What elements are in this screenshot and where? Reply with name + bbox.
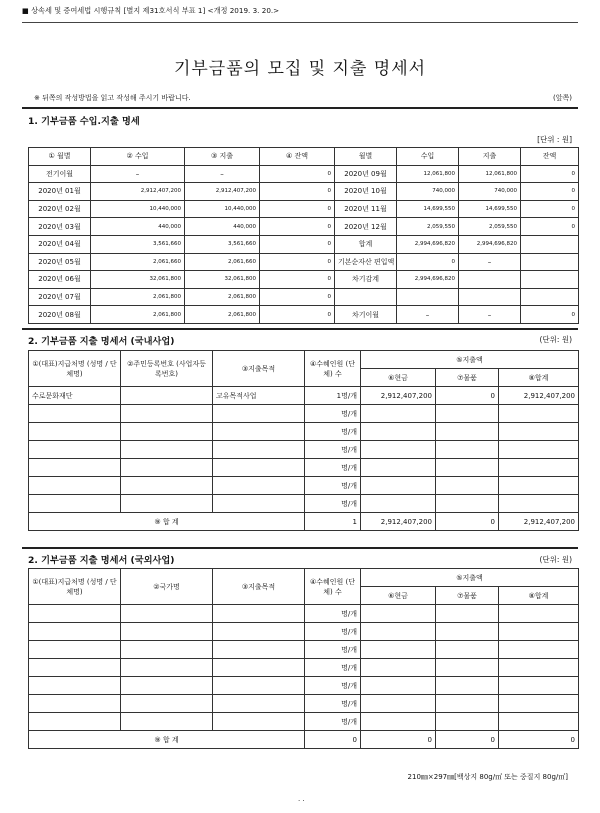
cell-goods bbox=[436, 441, 499, 459]
cell-goods bbox=[436, 695, 499, 713]
table-row bbox=[29, 713, 579, 731]
cell-cash bbox=[361, 477, 436, 495]
cell-cash bbox=[361, 623, 436, 641]
cell-total: 2,912,407,200 bbox=[499, 387, 579, 405]
cell-income: 440,000 bbox=[91, 218, 185, 236]
cell-purpose bbox=[213, 495, 305, 513]
cell-recipient bbox=[29, 441, 121, 459]
total-beneficiaries: 0 bbox=[305, 731, 361, 749]
table-row bbox=[29, 271, 579, 289]
cell-beneficiaries: 명/개 bbox=[305, 605, 361, 623]
col-purpose: ③지출목적 bbox=[213, 351, 305, 387]
cell-total bbox=[499, 605, 579, 623]
cell-recipient bbox=[29, 713, 121, 731]
cell-recipient bbox=[29, 459, 121, 477]
cell-expense: 10,440,000 bbox=[185, 200, 260, 218]
cell-id bbox=[121, 677, 213, 695]
col-cash: ⑥현금 bbox=[361, 587, 436, 605]
cell-balance-2 bbox=[521, 253, 579, 271]
table-row bbox=[29, 423, 579, 441]
cell-expense: 32,061,800 bbox=[185, 271, 260, 289]
total-sum: 2,912,407,200 bbox=[499, 513, 579, 531]
col-expense-2: 지출 bbox=[459, 148, 521, 166]
col-country: ②국가명 bbox=[121, 569, 213, 605]
cell-income-2: 2,059,550 bbox=[397, 218, 459, 236]
paper-spec: 210㎜×297㎜[백상지 80g/㎡ 또는 중질지 80g/㎡] bbox=[407, 773, 568, 781]
cell-beneficiaries: 명/개 bbox=[305, 495, 361, 513]
page-title: 기부금품의 모집 및 지출 명세서 bbox=[173, 59, 427, 79]
legal-reference: ■ 상속세 및 증여세법 시행규칙 [별지 제31호서식 부표 1] <개정 2019. 3. 20.> bbox=[22, 6, 280, 15]
cell-total bbox=[499, 495, 579, 513]
instruction-note: ※ 뒤쪽의 작성방법을 읽고 작성해 주시기 바랍니다. bbox=[34, 94, 191, 102]
cell-purpose bbox=[213, 441, 305, 459]
section2-heading: 2. 기부금품 지출 명세서 (국내사업) bbox=[28, 336, 175, 347]
cell-balance-2 bbox=[521, 271, 579, 289]
cell-beneficiaries: 명/개 bbox=[305, 477, 361, 495]
cell-recipient bbox=[29, 405, 121, 423]
total-row bbox=[29, 513, 579, 531]
cell-goods bbox=[436, 659, 499, 677]
cell-goods bbox=[436, 713, 499, 731]
cell-income: 32,061,800 bbox=[91, 271, 185, 289]
cell-balance: 0 bbox=[260, 165, 335, 183]
cell-month-2: 2020년 11월 bbox=[335, 200, 397, 218]
cell-month: 2020년 08월 bbox=[29, 306, 91, 324]
total-beneficiaries: 1 bbox=[305, 513, 361, 531]
cell-month: 전기이월 bbox=[29, 165, 91, 183]
table-row bbox=[29, 459, 579, 477]
cell-beneficiaries: 명/개 bbox=[305, 423, 361, 441]
cell-cash bbox=[361, 677, 436, 695]
cell-income-2: 740,000 bbox=[397, 183, 459, 201]
income-expense-body bbox=[29, 165, 579, 323]
cell-id bbox=[121, 695, 213, 713]
cell-total bbox=[499, 405, 579, 423]
cell-expense: 2,061,800 bbox=[185, 306, 260, 324]
cell-cash bbox=[361, 423, 436, 441]
cell-beneficiaries: 1명/개 bbox=[305, 387, 361, 405]
cell-month-2: 2020년 09월 bbox=[335, 165, 397, 183]
cell-income-2: 0 bbox=[397, 253, 459, 271]
table-header-row bbox=[29, 351, 579, 369]
cell-expense-2: 2,059,550 bbox=[459, 218, 521, 236]
cell-id bbox=[121, 477, 213, 495]
cell-total bbox=[499, 423, 579, 441]
cell-month-2: 기본순자산 편입액 bbox=[335, 253, 397, 271]
domestic-expense-body bbox=[29, 387, 579, 513]
table-row bbox=[29, 288, 579, 306]
table-row bbox=[29, 441, 579, 459]
table-row bbox=[29, 695, 579, 713]
cell-recipient bbox=[29, 605, 121, 623]
cell-beneficiaries: 명/개 bbox=[305, 623, 361, 641]
cell-goods bbox=[436, 423, 499, 441]
cell-recipient bbox=[29, 623, 121, 641]
col-expense: ③ 지출 bbox=[185, 148, 260, 166]
cell-total bbox=[499, 459, 579, 477]
section3-unit: (단위: 원) bbox=[539, 555, 572, 564]
cell-income: 2,912,407,200 bbox=[91, 183, 185, 201]
cell-month-2: 차기이월 bbox=[335, 306, 397, 324]
cell-balance: 0 bbox=[260, 253, 335, 271]
cell-income: 2,061,800 bbox=[91, 306, 185, 324]
col-balance-2: 잔액 bbox=[521, 148, 579, 166]
cell-cash bbox=[361, 441, 436, 459]
section2-rule bbox=[22, 328, 578, 330]
cell-recipient bbox=[29, 423, 121, 441]
page-side: (앞쪽) bbox=[553, 94, 572, 102]
domestic-expense-table bbox=[28, 350, 579, 531]
cell-purpose bbox=[213, 605, 305, 623]
cell-expense-2 bbox=[459, 271, 521, 289]
cell-month-2 bbox=[335, 288, 397, 306]
table-row bbox=[29, 659, 579, 677]
cell-id bbox=[121, 441, 213, 459]
cell-purpose bbox=[213, 713, 305, 731]
cell-cash bbox=[361, 695, 436, 713]
cell-beneficiaries: 명/개 bbox=[305, 695, 361, 713]
cell-total bbox=[499, 441, 579, 459]
cell-balance: 0 bbox=[260, 218, 335, 236]
cell-purpose bbox=[213, 659, 305, 677]
cell-total bbox=[499, 623, 579, 641]
cell-total bbox=[499, 659, 579, 677]
cell-expense-2: 2,994,696,820 bbox=[459, 235, 521, 253]
cell-expense: – bbox=[185, 165, 260, 183]
cell-expense-2: 14,699,550 bbox=[459, 200, 521, 218]
cell-balance: 0 bbox=[260, 306, 335, 324]
cell-purpose: 고유목적사업 bbox=[213, 387, 305, 405]
cell-month: 2020년 07월 bbox=[29, 288, 91, 306]
cell-balance: 0 bbox=[260, 200, 335, 218]
col-balance: ④ 잔액 bbox=[260, 148, 335, 166]
cell-id bbox=[121, 405, 213, 423]
cell-recipient: 수로문화재단 bbox=[29, 387, 121, 405]
cell-balance: 0 bbox=[260, 183, 335, 201]
cell-beneficiaries: 명/개 bbox=[305, 659, 361, 677]
cell-income: 10,440,000 bbox=[91, 200, 185, 218]
cell-purpose bbox=[213, 623, 305, 641]
cell-month-2: 차기감계 bbox=[335, 271, 397, 289]
cell-recipient bbox=[29, 477, 121, 495]
table-row bbox=[29, 495, 579, 513]
cell-month-2: 2020년 10월 bbox=[335, 183, 397, 201]
cell-total bbox=[499, 477, 579, 495]
cell-id bbox=[121, 623, 213, 641]
cell-beneficiaries: 명/개 bbox=[305, 405, 361, 423]
cell-expense-2: – bbox=[459, 306, 521, 324]
cell-balance-2: 0 bbox=[521, 183, 579, 201]
total-label: ⑨ 합 계 bbox=[29, 513, 305, 531]
cell-income: – bbox=[91, 165, 185, 183]
overseas-expense-body bbox=[29, 605, 579, 731]
cell-income-2: – bbox=[397, 306, 459, 324]
table-row bbox=[29, 306, 579, 324]
cell-goods bbox=[436, 677, 499, 695]
col-recipient: ①(대표)지급처명 (성명 / 단체명) bbox=[29, 569, 121, 605]
cell-goods bbox=[436, 495, 499, 513]
table-row bbox=[29, 605, 579, 623]
cell-purpose bbox=[213, 405, 305, 423]
cell-goods bbox=[436, 459, 499, 477]
cell-income-2 bbox=[397, 288, 459, 306]
cell-balance-2 bbox=[521, 288, 579, 306]
cell-beneficiaries: 명/개 bbox=[305, 641, 361, 659]
cell-id bbox=[121, 641, 213, 659]
cell-expense-2: 740,000 bbox=[459, 183, 521, 201]
cell-expense: 2,061,660 bbox=[185, 253, 260, 271]
table-row bbox=[29, 253, 579, 271]
cell-month-2: 2020년 12월 bbox=[335, 218, 397, 236]
cell-id bbox=[121, 605, 213, 623]
table-header-row bbox=[29, 148, 579, 166]
total-sum: 0 bbox=[499, 731, 579, 749]
cell-cash bbox=[361, 713, 436, 731]
cell-balance: 0 bbox=[260, 271, 335, 289]
cell-month-2: 합계 bbox=[335, 235, 397, 253]
col-beneficiaries: ④수혜인원 (단체) 수 bbox=[305, 569, 361, 605]
header-rule bbox=[22, 22, 578, 23]
cell-balance-2: 0 bbox=[521, 200, 579, 218]
col-expenditure: ⑤지출액 bbox=[361, 569, 579, 587]
table-row bbox=[29, 165, 579, 183]
cell-beneficiaries: 명/개 bbox=[305, 441, 361, 459]
col-purpose: ③지출목적 bbox=[213, 569, 305, 605]
cell-month: 2020년 03월 bbox=[29, 218, 91, 236]
cell-expense-2: – bbox=[459, 253, 521, 271]
cell-purpose bbox=[213, 423, 305, 441]
table-row bbox=[29, 477, 579, 495]
section3-heading: 2. 기부금품 지출 명세서 (국외사업) bbox=[28, 555, 175, 566]
cell-purpose bbox=[213, 695, 305, 713]
cell-goods bbox=[436, 641, 499, 659]
col-total: ⑧합계 bbox=[499, 369, 579, 387]
cell-purpose bbox=[213, 459, 305, 477]
table-row bbox=[29, 641, 579, 659]
cell-balance-2: 0 bbox=[521, 165, 579, 183]
col-beneficiaries: ④수혜인원 (단체) 수 bbox=[305, 351, 361, 387]
cell-beneficiaries: 명/개 bbox=[305, 713, 361, 731]
table-row bbox=[29, 200, 579, 218]
cell-income: 2,061,800 bbox=[91, 288, 185, 306]
col-income: ② 수입 bbox=[91, 148, 185, 166]
cell-recipient bbox=[29, 641, 121, 659]
cell-cash: 2,912,407,200 bbox=[361, 387, 436, 405]
col-goods: ⑦물품 bbox=[436, 587, 499, 605]
col-recipient: ①(대표)지급처명 (성명 / 단체명) bbox=[29, 351, 121, 387]
cell-expense: 440,000 bbox=[185, 218, 260, 236]
cell-beneficiaries: 명/개 bbox=[305, 459, 361, 477]
cell-recipient bbox=[29, 677, 121, 695]
cell-cash bbox=[361, 659, 436, 677]
cell-month: 2020년 05월 bbox=[29, 253, 91, 271]
col-registration-number: ②주민등록번호 (사업자등록번호) bbox=[121, 351, 213, 387]
section1-heading: 1. 기부금품 수입.지출 명세 bbox=[28, 116, 140, 127]
col-income-2: 수입 bbox=[397, 148, 459, 166]
cell-cash bbox=[361, 405, 436, 423]
cell-expense: 2,912,407,200 bbox=[185, 183, 260, 201]
table-row bbox=[29, 677, 579, 695]
col-goods: ⑦물품 bbox=[436, 369, 499, 387]
cell-purpose bbox=[213, 641, 305, 659]
total-goods: 0 bbox=[436, 731, 499, 749]
total-row bbox=[29, 731, 579, 749]
overseas-expense-table bbox=[28, 568, 579, 749]
income-expense-table bbox=[28, 147, 579, 324]
cell-id bbox=[121, 423, 213, 441]
total-cash: 0 bbox=[361, 731, 436, 749]
cell-income: 3,561,660 bbox=[91, 235, 185, 253]
cell-expense-2: 12,061,800 bbox=[459, 165, 521, 183]
cell-income: 2,061,660 bbox=[91, 253, 185, 271]
cell-month: 2020년 06월 bbox=[29, 271, 91, 289]
cell-id bbox=[121, 659, 213, 677]
cell-total bbox=[499, 641, 579, 659]
cell-cash bbox=[361, 605, 436, 623]
cell-total bbox=[499, 713, 579, 731]
total-cash: 2,912,407,200 bbox=[361, 513, 436, 531]
cell-expense: 3,561,660 bbox=[185, 235, 260, 253]
cell-balance-2: 0 bbox=[521, 306, 579, 324]
cell-month: 2020년 01월 bbox=[29, 183, 91, 201]
table-row bbox=[29, 183, 579, 201]
cell-purpose bbox=[213, 477, 305, 495]
cell-income-2: 2,994,696,820 bbox=[397, 235, 459, 253]
cell-income-2: 14,699,550 bbox=[397, 200, 459, 218]
table-row bbox=[29, 623, 579, 641]
total-label: ⑨ 합 계 bbox=[29, 731, 305, 749]
cell-id bbox=[121, 387, 213, 405]
cell-id bbox=[121, 495, 213, 513]
cell-cash bbox=[361, 495, 436, 513]
section3-rule bbox=[22, 547, 578, 549]
cell-recipient bbox=[29, 495, 121, 513]
cell-beneficiaries: 명/개 bbox=[305, 677, 361, 695]
cell-cash bbox=[361, 459, 436, 477]
cell-income-2: 2,994,696,820 bbox=[397, 271, 459, 289]
cell-balance-2: 0 bbox=[521, 218, 579, 236]
table-row bbox=[29, 235, 579, 253]
cell-balance-2 bbox=[521, 235, 579, 253]
table-row bbox=[29, 405, 579, 423]
col-cash: ⑥현금 bbox=[361, 369, 436, 387]
cell-id bbox=[121, 713, 213, 731]
cell-expense: 2,061,800 bbox=[185, 288, 260, 306]
section2-unit: (단위: 원) bbox=[539, 335, 572, 344]
col-expenditure: ⑤지출액 bbox=[361, 351, 579, 369]
cell-goods bbox=[436, 477, 499, 495]
cell-recipient bbox=[29, 695, 121, 713]
table-row bbox=[29, 387, 579, 405]
cell-total bbox=[499, 677, 579, 695]
cell-purpose bbox=[213, 677, 305, 695]
total-goods: 0 bbox=[436, 513, 499, 531]
cell-recipient bbox=[29, 659, 121, 677]
cell-goods bbox=[436, 623, 499, 641]
cell-expense-2 bbox=[459, 288, 521, 306]
cell-goods bbox=[436, 405, 499, 423]
table-row bbox=[29, 218, 579, 236]
col-month: ① 월별 bbox=[29, 148, 91, 166]
cell-month: 2020년 02월 bbox=[29, 200, 91, 218]
cell-income-2: 12,061,800 bbox=[397, 165, 459, 183]
col-month-2: 월별 bbox=[335, 148, 397, 166]
cell-balance: 0 bbox=[260, 235, 335, 253]
col-total: ⑧합계 bbox=[499, 587, 579, 605]
cell-goods bbox=[436, 605, 499, 623]
cell-cash bbox=[361, 641, 436, 659]
cell-month: 2020년 04월 bbox=[29, 235, 91, 253]
cell-total bbox=[499, 695, 579, 713]
page-mark: · · bbox=[298, 797, 305, 805]
cell-goods: 0 bbox=[436, 387, 499, 405]
cell-balance: 0 bbox=[260, 288, 335, 306]
section1-rule bbox=[22, 107, 578, 109]
table-header-row bbox=[29, 569, 579, 587]
cell-id bbox=[121, 459, 213, 477]
section1-unit: [단위 : 원] bbox=[537, 135, 572, 144]
